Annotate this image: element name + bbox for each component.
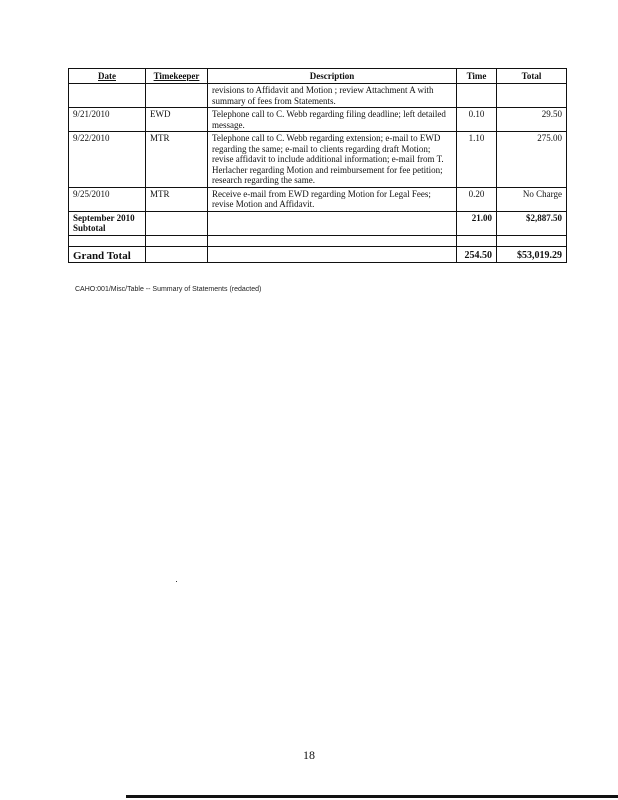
table-row	[69, 187, 567, 211]
subtotal-time: 21.00	[457, 211, 497, 235]
timekeeper-column-header: Timekeeper	[146, 69, 208, 84]
footer-note: CAHO:001/Misc/Table -- Summary of Statements (redacted)	[75, 286, 262, 293]
spacer-cell	[69, 235, 146, 246]
cell-timekeeper	[146, 211, 208, 235]
subtotal-total: $2,887.50	[497, 211, 567, 235]
cell-description: Receive e-mail from EWD regarding Motion for Legal Fees; revise Motion and Affidavit.	[208, 187, 457, 211]
subtotal-label: September 2010 Subtotal	[69, 211, 146, 235]
cell-time: 0.20	[457, 187, 497, 211]
cell-description	[208, 246, 457, 263]
cell-description: revisions to Affidavit and Motion ; review Attachment A with summary of fees from Statements.	[208, 84, 457, 108]
cell-date: 9/22/2010	[69, 132, 146, 188]
cell-timekeeper: MTR	[146, 132, 208, 188]
cell-description: Telephone call to C. Webb regarding filing deadline; left detailed message.	[208, 108, 457, 132]
grand-total-amount: $53,019.29	[497, 246, 567, 263]
spacer-cell	[497, 235, 567, 246]
time-column-header: Time	[457, 69, 497, 84]
cell-total: 29.50	[497, 108, 567, 132]
page-number: 18	[303, 748, 315, 762]
total-column-header: Total	[497, 69, 567, 84]
cell-total: 275.00	[497, 132, 567, 188]
cell-timekeeper: MTR	[146, 187, 208, 211]
spacer-cell	[457, 235, 497, 246]
grand-total-row	[69, 246, 567, 263]
cell-time	[457, 84, 497, 108]
cell-date: 9/21/2010	[69, 108, 146, 132]
table-row	[69, 132, 567, 188]
cell-description	[208, 211, 457, 235]
table-header-row	[69, 69, 567, 84]
date-column-header: Date	[69, 69, 146, 84]
cell-date	[69, 84, 146, 108]
spacer-cell	[146, 235, 208, 246]
grand-total-label: Grand Total	[69, 246, 146, 263]
cell-total: No Charge	[497, 187, 567, 211]
cell-total	[497, 84, 567, 108]
description-column-header: Description	[208, 69, 457, 84]
spacer-cell	[208, 235, 457, 246]
cell-timekeeper	[146, 246, 208, 263]
spacer-row	[69, 235, 567, 246]
cell-description: Telephone call to C. Webb regarding extension; e-mail to EWD regarding the same; e-mail to clients regarding draft Motion; revise affidavit to include additional information; e-mail from T. Herlacher regarding Motion and reimbursement for fee petition; research regarding the same.	[208, 132, 457, 188]
fee-table	[68, 68, 567, 263]
continuation-row	[69, 84, 567, 108]
cell-date: 9/25/2010	[69, 187, 146, 211]
cell-time: 0.10	[457, 108, 497, 132]
bottom-rule	[126, 795, 618, 798]
table-row	[69, 108, 567, 132]
cell-timekeeper	[146, 84, 208, 108]
subtotal-row	[69, 211, 567, 235]
scan-speck	[176, 581, 177, 582]
grand-total-time: 254.50	[457, 246, 497, 263]
cell-timekeeper: EWD	[146, 108, 208, 132]
cell-time: 1.10	[457, 132, 497, 188]
